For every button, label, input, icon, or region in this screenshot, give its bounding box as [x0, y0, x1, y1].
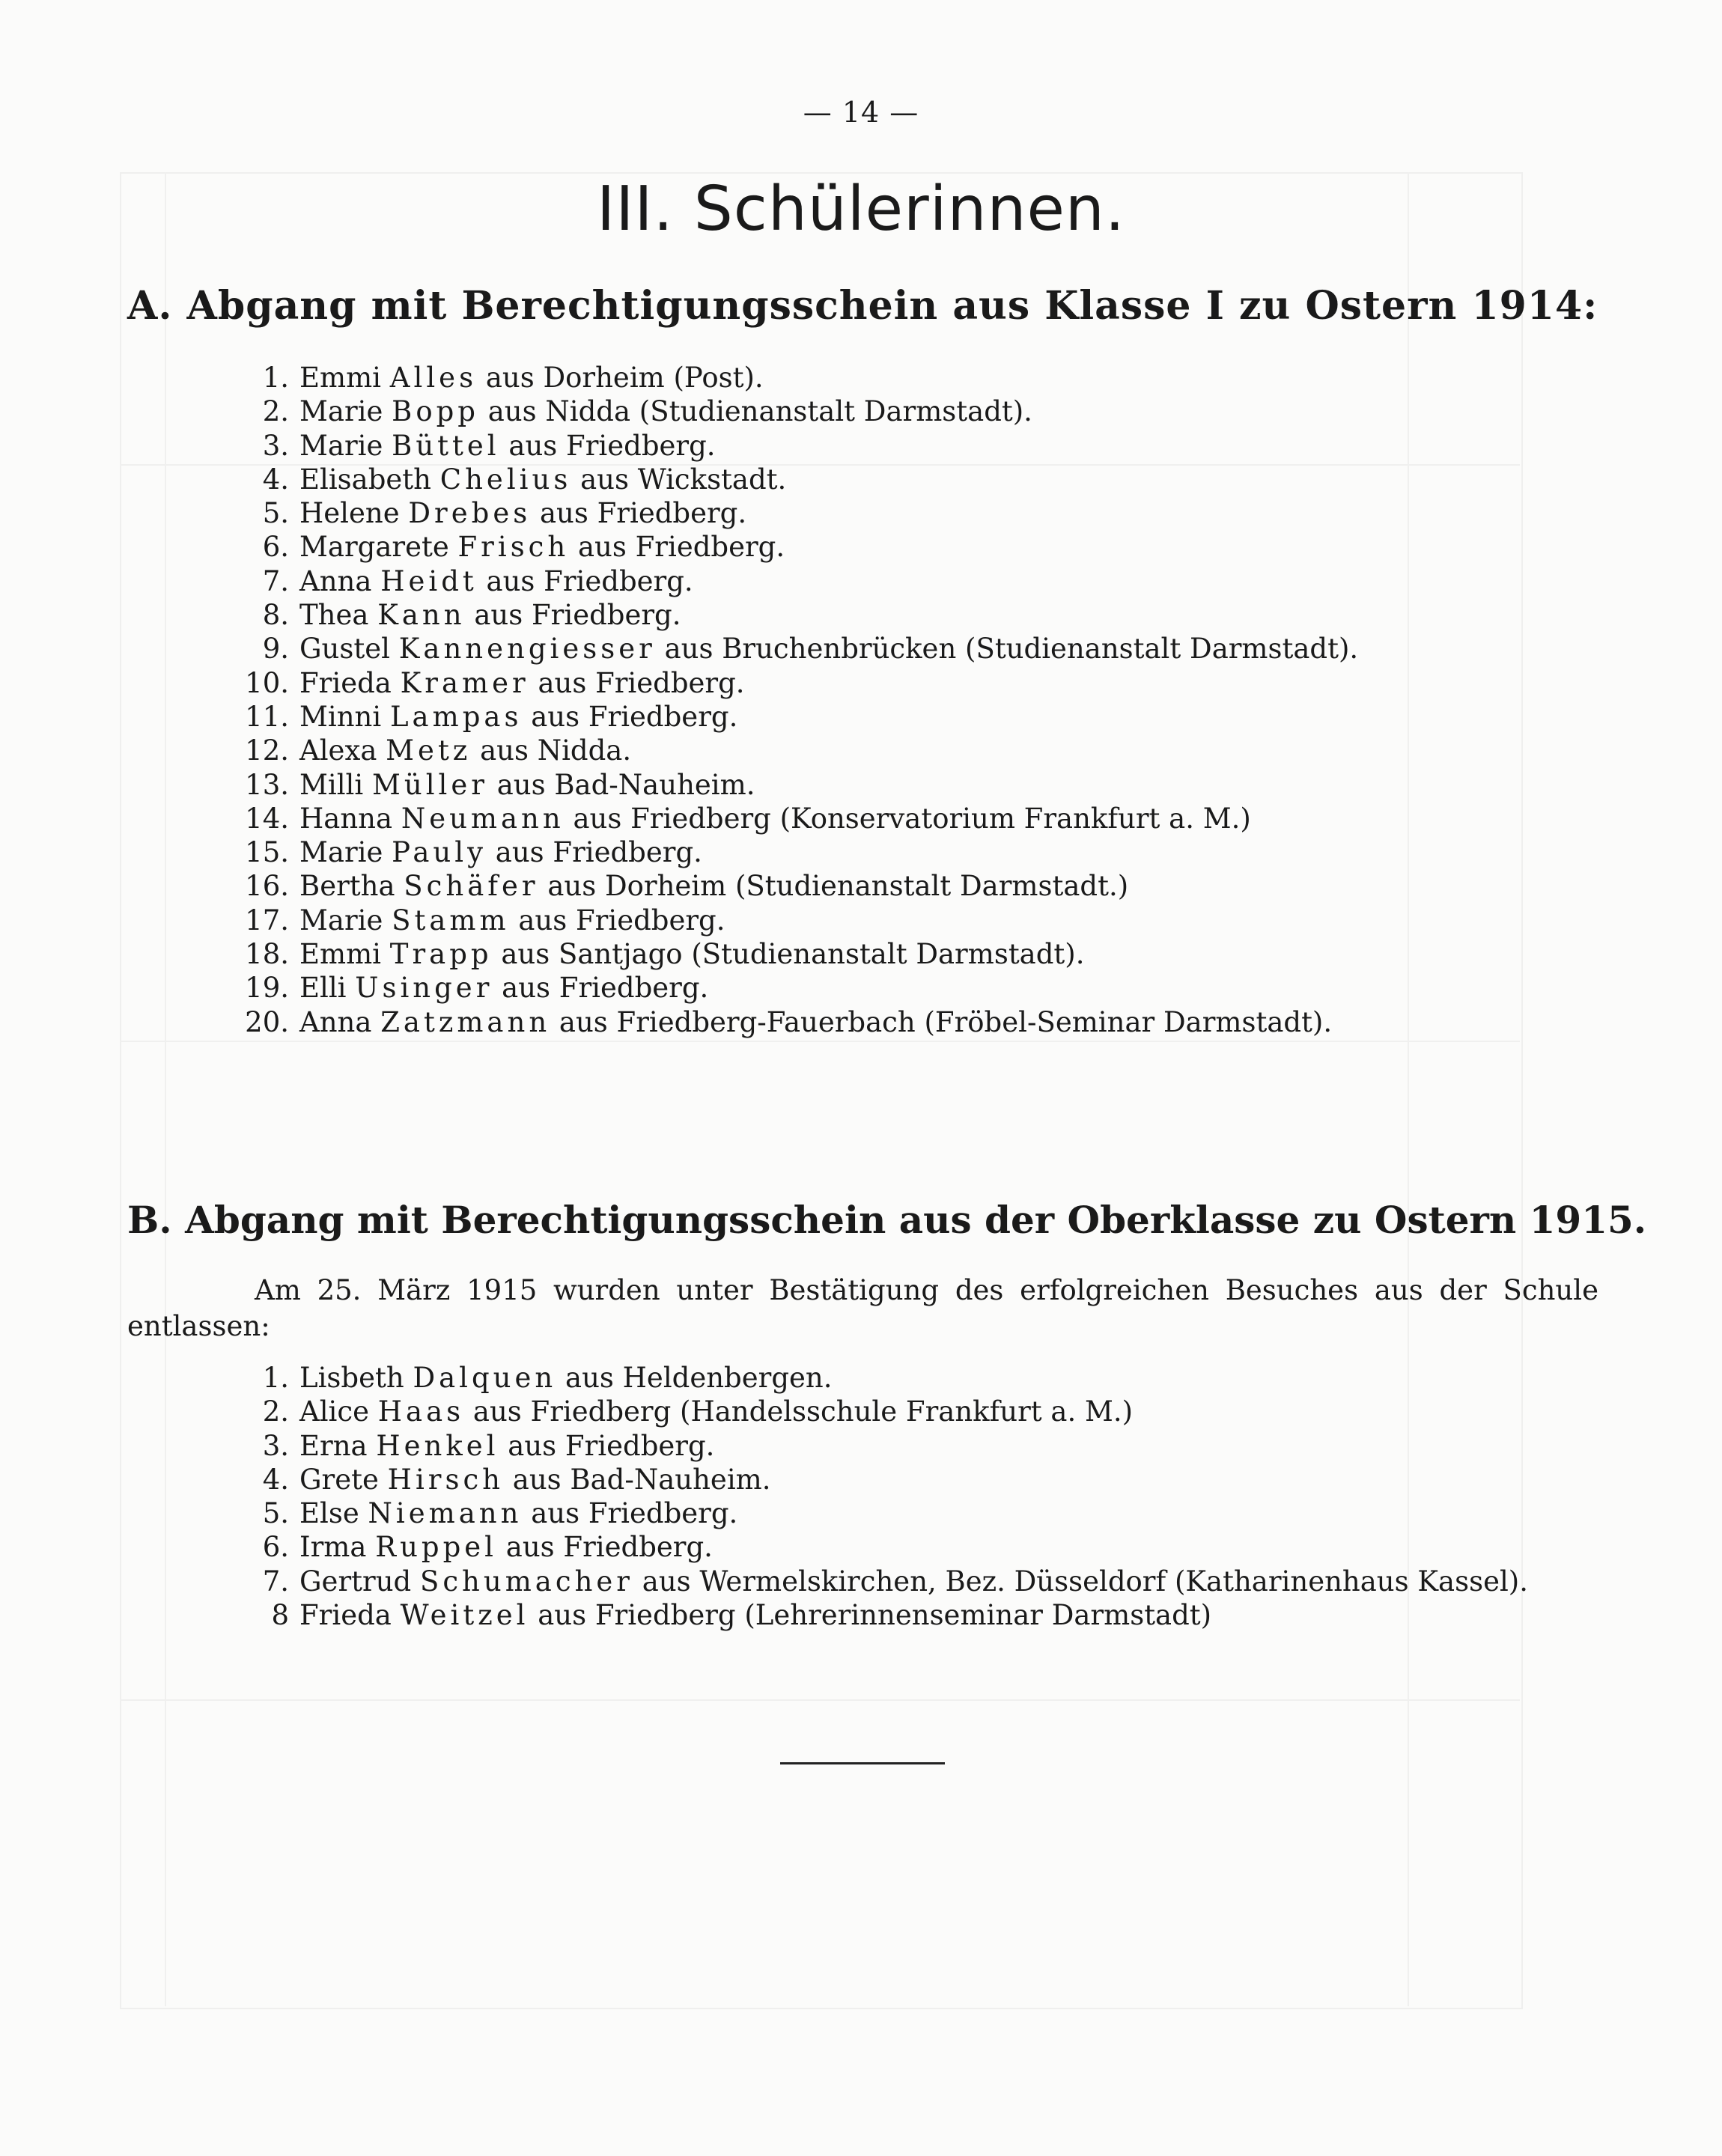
list-item — [262, 632, 1359, 666]
entry-first-name: Else — [299, 1497, 359, 1530]
entry-details: aus Wermelskirchen, Bez. Düsseldorf (Katharinenhaus Kassel). — [642, 1565, 1528, 1598]
entry-surname: Müller — [372, 768, 488, 801]
entry-surname: Ruppel — [375, 1531, 498, 1564]
entry-first-name: Milli — [299, 768, 364, 801]
entry-surname: Zatzmann — [380, 1005, 551, 1038]
entry-surname: Usinger — [355, 972, 493, 1005]
entry-first-name: Marie — [299, 904, 383, 937]
list-item — [245, 937, 1358, 971]
entry-details: aus Friedberg. — [578, 531, 785, 564]
entry-surname: Niemann — [368, 1497, 523, 1530]
entry-first-name: Bertha — [299, 870, 395, 903]
list-item — [245, 904, 1358, 937]
list-item — [262, 1565, 1528, 1598]
entry-details: aus Friedberg. — [495, 836, 702, 869]
entry-number: 7. — [262, 564, 289, 597]
entry-surname: Lampas — [389, 700, 523, 733]
entry-first-name: Grete — [299, 1463, 379, 1496]
entry-first-name: Alice — [299, 1395, 370, 1428]
entry-first-name: Hanna — [299, 802, 393, 835]
entry-number: 18. — [245, 938, 289, 971]
list-item — [262, 496, 1358, 530]
entry-surname: Stamm — [392, 904, 510, 937]
entry-number: 14. — [245, 802, 289, 835]
entry-details: aus Friedberg. — [474, 599, 681, 632]
entry-details: aus Friedberg. — [531, 700, 738, 733]
entry-details: aus Friedberg. — [486, 564, 693, 597]
entry-first-name: Margarete — [299, 531, 449, 564]
entry-number: 7. — [262, 1565, 289, 1598]
entry-first-name: Irma — [299, 1531, 367, 1564]
entry-details: aus Santjago (Studienanstalt Darmstadt). — [501, 938, 1085, 971]
entry-number: 10. — [245, 666, 289, 699]
entry-details: aus Friedberg. — [505, 1531, 713, 1564]
list-item — [262, 1496, 1528, 1530]
entry-details: aus Friedberg (Lehrerinnenseminar Darmstadt) — [538, 1599, 1212, 1632]
entry-number: 12. — [245, 734, 289, 767]
entry-first-name: Emmi — [299, 938, 382, 971]
entry-number: 1. — [262, 362, 289, 394]
entry-surname: Büttel — [392, 429, 500, 462]
list-item — [271, 1598, 1528, 1632]
list-item — [262, 1395, 1528, 1428]
entry-details: aus Dorheim (Studienanstalt Darmstadt.) — [547, 870, 1129, 903]
list-item — [245, 835, 1358, 869]
list-item — [245, 869, 1358, 903]
entry-details: aus Friedberg. — [539, 497, 747, 530]
section-a-list — [245, 361, 1359, 1039]
list-item — [262, 1429, 1528, 1463]
list-item — [262, 564, 1358, 598]
entry-details: aus Nidda. — [480, 734, 632, 767]
section-a-heading: A. Abgang mit Berechtigungsschein aus Klasse I zu Ostern 1914: — [127, 283, 1598, 329]
entry-first-name: Elisabeth — [299, 463, 432, 496]
entry-number: 11. — [245, 700, 289, 733]
entry-surname: Bopp — [392, 395, 479, 428]
show-through-line — [1408, 172, 1409, 2006]
entry-number: 3. — [262, 429, 289, 462]
page-title: III. Schülerinnen. — [597, 174, 1125, 245]
list-item — [262, 429, 1358, 463]
entry-details: aus Friedberg. — [538, 666, 745, 699]
entry-details: aus Friedberg-Fauerbach (Fröbel-Seminar Darmstadt). — [559, 1005, 1333, 1038]
list-item — [245, 1005, 1358, 1039]
list-item — [262, 598, 1358, 632]
show-through-line — [165, 172, 166, 2006]
list-item — [245, 666, 1358, 700]
entry-first-name: Frieda — [299, 1599, 392, 1632]
list-item — [245, 734, 1358, 767]
entry-details: aus Bad-Nauheim. — [512, 1463, 771, 1496]
entry-first-name: Marie — [299, 429, 383, 462]
list-item — [262, 463, 1358, 496]
entry-surname: Weitzel — [400, 1599, 529, 1632]
entry-number: 2. — [262, 1395, 289, 1428]
entry-details: aus Friedberg (Konservatorium Frankfurt a. M.) — [573, 802, 1251, 835]
entry-number: 15. — [245, 836, 289, 869]
entry-first-name: Elli — [299, 972, 347, 1005]
entry-number: 5. — [262, 1497, 289, 1530]
page-number: — 14 — — [803, 96, 919, 129]
entry-number: 20. — [245, 1005, 289, 1038]
entry-first-name: Gustel — [299, 633, 390, 666]
entry-details: aus Friedberg. — [518, 904, 725, 937]
list-item — [245, 768, 1358, 802]
entry-number: 16. — [245, 870, 289, 903]
entry-surname: Drebes — [408, 497, 532, 530]
entry-details: aus Dorheim (Post). — [485, 362, 764, 394]
entry-details: aus Friedberg. — [502, 972, 709, 1005]
closing-rule — [780, 1762, 945, 1764]
entry-details: aus Nidda (Studienanstalt Darmstadt). — [487, 395, 1032, 428]
entry-first-name: Gertrud — [299, 1565, 412, 1598]
entry-first-name: Marie — [299, 836, 383, 869]
entry-details: aus Friedberg. — [531, 1497, 738, 1530]
section-b-intro: Am 25. März 1915 wurden unter Bestätigung des erfolgreichen Besuches aus der Schule entlassen: — [127, 1274, 1598, 1342]
entry-details: aus Friedberg. — [508, 429, 716, 462]
entry-surname: Kramer — [400, 666, 529, 699]
entry-number: 9. — [262, 633, 289, 666]
entry-surname: Alles — [389, 362, 478, 394]
list-item — [245, 971, 1358, 1005]
entry-details: aus Friedberg (Handelsschule Frankfurt a. M.) — [472, 1395, 1134, 1428]
entry-first-name: Erna — [299, 1429, 368, 1462]
entry-surname: Henkel — [376, 1429, 499, 1462]
entry-surname: Frisch — [457, 531, 570, 564]
list-item — [262, 1463, 1528, 1496]
entry-number: 3. — [262, 1429, 289, 1462]
entry-details: aus Wickstadt. — [580, 463, 787, 496]
entry-details: aus Heldenbergen. — [565, 1362, 833, 1394]
entry-surname: Kannengiesser — [398, 633, 656, 666]
entry-number: 6. — [262, 531, 289, 564]
list-item — [262, 1530, 1528, 1564]
entry-number: 4. — [262, 463, 289, 496]
entry-number: 19. — [245, 972, 289, 1005]
list-item — [245, 700, 1358, 734]
entry-number: 2. — [262, 395, 289, 428]
show-through-line — [120, 1699, 1520, 1701]
entry-first-name: Minni — [299, 700, 382, 733]
entry-first-name: Lisbeth — [299, 1362, 404, 1394]
entry-details: aus Friedberg. — [508, 1429, 715, 1462]
entry-surname: Heidt — [380, 564, 478, 597]
entry-surname: Chelius — [439, 463, 572, 496]
entry-first-name: Anna — [299, 1005, 372, 1038]
entry-first-name: Marie — [299, 395, 383, 428]
section-b-list — [262, 1361, 1528, 1632]
entry-surname: Pauly — [392, 836, 487, 869]
entry-surname: Kann — [377, 599, 466, 632]
entry-surname: Schäfer — [404, 870, 539, 903]
entry-first-name: Anna — [299, 564, 372, 597]
entry-surname: Dalquen — [413, 1362, 557, 1394]
entry-first-name: Emmi — [299, 362, 382, 394]
list-item — [262, 361, 1358, 395]
entry-surname: Trapp — [389, 938, 493, 971]
entry-details: aus Bruchenbrücken (Studienanstalt Darmstadt). — [664, 633, 1359, 666]
entry-first-name: Helene — [299, 497, 400, 530]
entry-surname: Haas — [377, 1395, 465, 1428]
list-item — [262, 530, 1358, 564]
list-item — [245, 802, 1358, 835]
entry-first-name: Alexa — [299, 734, 377, 767]
list-item — [262, 1361, 1528, 1395]
entry-surname: Hirsch — [387, 1463, 504, 1496]
entry-number: 17. — [245, 904, 289, 937]
entry-number: 8 — [271, 1599, 289, 1632]
entry-number: 4. — [262, 1463, 289, 1496]
entry-number: 13. — [245, 768, 289, 801]
entry-number: 5. — [262, 497, 289, 530]
entry-surname: Metz — [386, 734, 472, 767]
entry-surname: Neumann — [401, 802, 565, 835]
list-item — [262, 395, 1358, 428]
entry-details: aus Bad-Nauheim. — [496, 768, 755, 801]
entry-first-name: Thea — [299, 599, 369, 632]
show-through-line — [120, 1041, 1520, 1042]
entry-number: 1. — [262, 1362, 289, 1394]
entry-surname: Schumacher — [419, 1565, 633, 1598]
section-b-heading: B. Abgang mit Berechtigungsschein aus der Oberklasse zu Ostern 1915. — [127, 1198, 1647, 1242]
entry-number: 8. — [262, 599, 289, 632]
entry-number: 6. — [262, 1531, 289, 1564]
entry-first-name: Frieda — [299, 666, 392, 699]
